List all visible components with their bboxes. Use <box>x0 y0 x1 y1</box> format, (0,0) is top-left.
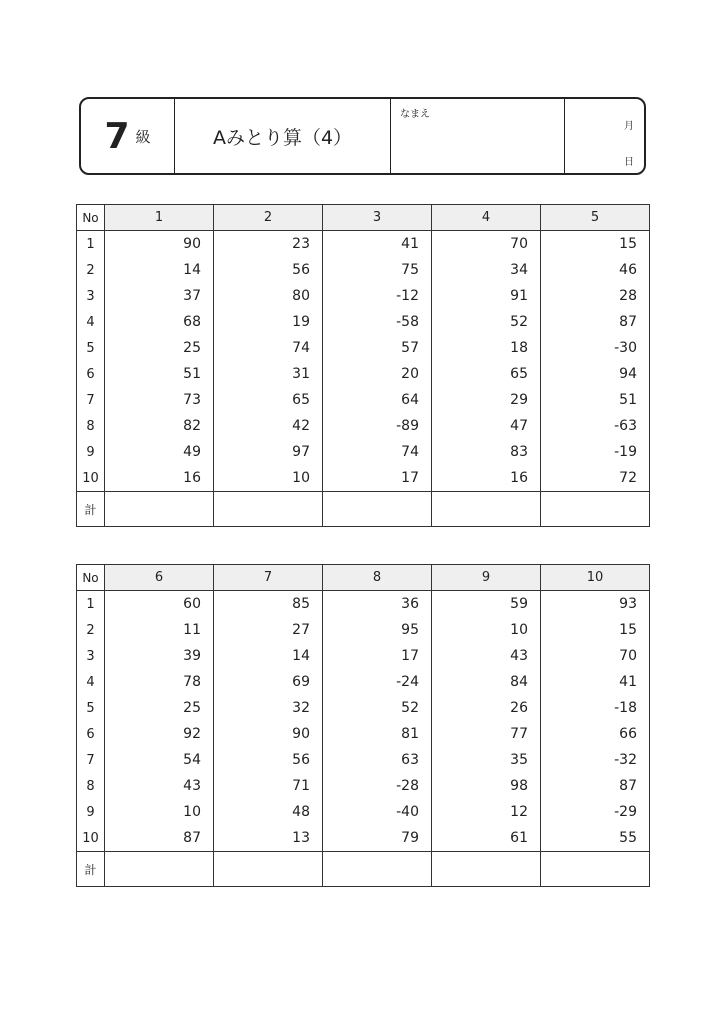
worksheet-header <box>79 97 646 175</box>
grade-suffix: 級 <box>135 127 151 146</box>
table-row <box>77 335 650 361</box>
value-cell: 48 <box>214 799 323 825</box>
answer-cell[interactable] <box>541 852 650 887</box>
value-cell: 25 <box>105 335 214 361</box>
value-cell: 73 <box>105 387 214 413</box>
answer-cell[interactable] <box>105 492 214 527</box>
answer-cell[interactable] <box>541 492 650 527</box>
value-cell: 35 <box>432 747 541 773</box>
column-header: 3 <box>323 205 432 231</box>
row-number: 4 <box>77 309 105 335</box>
value-cell: 81 <box>323 721 432 747</box>
header-row <box>77 565 650 591</box>
column-header: 10 <box>541 565 650 591</box>
total-row <box>77 492 650 527</box>
value-cell: 34 <box>432 257 541 283</box>
value-cell: 66 <box>541 721 650 747</box>
table-row <box>77 591 650 618</box>
answer-cell[interactable] <box>323 852 432 887</box>
row-number: 7 <box>77 387 105 413</box>
value-cell: 64 <box>323 387 432 413</box>
value-cell: 74 <box>323 439 432 465</box>
table-row <box>77 669 650 695</box>
value-cell: 36 <box>323 591 432 618</box>
no-header: No <box>77 565 105 591</box>
value-cell: 20 <box>323 361 432 387</box>
value-cell: 13 <box>214 825 323 852</box>
row-number: 10 <box>77 825 105 852</box>
answer-cell[interactable] <box>214 492 323 527</box>
table-row <box>77 309 650 335</box>
date-field[interactable] <box>565 99 644 173</box>
value-cell: 17 <box>323 465 432 492</box>
table-row <box>77 747 650 773</box>
value-cell: 57 <box>323 335 432 361</box>
value-cell: 52 <box>323 695 432 721</box>
answer-cell[interactable] <box>323 492 432 527</box>
value-cell: 26 <box>432 695 541 721</box>
problem-table-2 <box>76 564 650 887</box>
table-row <box>77 283 650 309</box>
value-cell: -29 <box>541 799 650 825</box>
value-cell: 79 <box>323 825 432 852</box>
value-cell: 18 <box>432 335 541 361</box>
value-cell: 27 <box>214 617 323 643</box>
value-cell: 95 <box>323 617 432 643</box>
value-cell: 72 <box>541 465 650 492</box>
value-cell: 10 <box>432 617 541 643</box>
row-number: 6 <box>77 721 105 747</box>
row-number: 10 <box>77 465 105 492</box>
column-header: 9 <box>432 565 541 591</box>
value-cell: 87 <box>541 309 650 335</box>
value-cell: 41 <box>541 669 650 695</box>
month-label: 月 <box>624 121 634 132</box>
value-cell: 19 <box>214 309 323 335</box>
value-cell: 60 <box>105 591 214 618</box>
value-cell: 97 <box>214 439 323 465</box>
value-cell: 77 <box>432 721 541 747</box>
value-cell: 82 <box>105 413 214 439</box>
column-header: 6 <box>105 565 214 591</box>
column-header: 8 <box>323 565 432 591</box>
value-cell: 28 <box>541 283 650 309</box>
row-number: 8 <box>77 413 105 439</box>
value-cell: -24 <box>323 669 432 695</box>
value-cell: 15 <box>541 617 650 643</box>
value-cell: 91 <box>432 283 541 309</box>
value-cell: -19 <box>541 439 650 465</box>
value-cell: -63 <box>541 413 650 439</box>
table-row <box>77 799 650 825</box>
answer-cell[interactable] <box>214 852 323 887</box>
value-cell: 25 <box>105 695 214 721</box>
total-label: 計 <box>77 852 105 887</box>
grade-box <box>81 99 175 173</box>
value-cell: 74 <box>214 335 323 361</box>
value-cell: 51 <box>105 361 214 387</box>
value-cell: 61 <box>432 825 541 852</box>
worksheet-title: Aみとり算（4） <box>175 99 391 173</box>
value-cell: 59 <box>432 591 541 618</box>
table-row <box>77 231 650 258</box>
value-cell: -12 <box>323 283 432 309</box>
row-number: 2 <box>77 617 105 643</box>
value-cell: 87 <box>105 825 214 852</box>
table-row <box>77 773 650 799</box>
value-cell: 84 <box>432 669 541 695</box>
value-cell: 69 <box>214 669 323 695</box>
row-number: 3 <box>77 283 105 309</box>
value-cell: 98 <box>432 773 541 799</box>
value-cell: 90 <box>214 721 323 747</box>
value-cell: 70 <box>432 231 541 258</box>
value-cell: 75 <box>323 257 432 283</box>
row-number: 5 <box>77 335 105 361</box>
row-number: 9 <box>77 439 105 465</box>
answer-cell[interactable] <box>105 852 214 887</box>
value-cell: 78 <box>105 669 214 695</box>
value-cell: -32 <box>541 747 650 773</box>
value-cell: 47 <box>432 413 541 439</box>
value-cell: 41 <box>323 231 432 258</box>
grade-number: 7 <box>104 115 130 157</box>
table-row <box>77 721 650 747</box>
column-header: 5 <box>541 205 650 231</box>
value-cell: 52 <box>432 309 541 335</box>
value-cell: -89 <box>323 413 432 439</box>
value-cell: 17 <box>323 643 432 669</box>
column-header: 7 <box>214 565 323 591</box>
value-cell: 42 <box>214 413 323 439</box>
value-cell: 43 <box>432 643 541 669</box>
row-number: 4 <box>77 669 105 695</box>
table-row <box>77 387 650 413</box>
total-label: 計 <box>77 492 105 527</box>
table-row <box>77 361 650 387</box>
table-row <box>77 465 650 492</box>
value-cell: -58 <box>323 309 432 335</box>
total-row <box>77 852 650 887</box>
value-cell: 87 <box>541 773 650 799</box>
value-cell: 10 <box>105 799 214 825</box>
row-number: 9 <box>77 799 105 825</box>
row-number: 1 <box>77 591 105 618</box>
value-cell: 92 <box>105 721 214 747</box>
value-cell: 54 <box>105 747 214 773</box>
no-header: No <box>77 205 105 231</box>
value-cell: 14 <box>105 257 214 283</box>
value-cell: 16 <box>105 465 214 492</box>
column-header: 4 <box>432 205 541 231</box>
value-cell: -28 <box>323 773 432 799</box>
table-row <box>77 643 650 669</box>
table-row <box>77 617 650 643</box>
value-cell: 90 <box>105 231 214 258</box>
value-cell: 83 <box>432 439 541 465</box>
value-cell: 68 <box>105 309 214 335</box>
answer-cell[interactable] <box>432 492 541 527</box>
value-cell: 46 <box>541 257 650 283</box>
value-cell: 43 <box>105 773 214 799</box>
row-number: 8 <box>77 773 105 799</box>
value-cell: 11 <box>105 617 214 643</box>
header-row <box>77 205 650 231</box>
name-field[interactable] <box>391 99 565 173</box>
value-cell: 56 <box>214 747 323 773</box>
value-cell: -40 <box>323 799 432 825</box>
column-header: 1 <box>105 205 214 231</box>
row-number: 1 <box>77 231 105 258</box>
answer-cell[interactable] <box>432 852 541 887</box>
value-cell: 12 <box>432 799 541 825</box>
value-cell: 29 <box>432 387 541 413</box>
table-row <box>77 825 650 852</box>
value-cell: 32 <box>214 695 323 721</box>
row-number: 5 <box>77 695 105 721</box>
value-cell: 94 <box>541 361 650 387</box>
value-cell: -30 <box>541 335 650 361</box>
value-cell: 39 <box>105 643 214 669</box>
value-cell: 65 <box>214 387 323 413</box>
row-number: 3 <box>77 643 105 669</box>
value-cell: 15 <box>541 231 650 258</box>
table-row <box>77 257 650 283</box>
value-cell: 10 <box>214 465 323 492</box>
value-cell: 55 <box>541 825 650 852</box>
row-number: 2 <box>77 257 105 283</box>
table-row <box>77 413 650 439</box>
name-label: なまえ <box>400 109 430 120</box>
value-cell: 65 <box>432 361 541 387</box>
row-number: 6 <box>77 361 105 387</box>
value-cell: 71 <box>214 773 323 799</box>
value-cell: 16 <box>432 465 541 492</box>
value-cell: 56 <box>214 257 323 283</box>
value-cell: 37 <box>105 283 214 309</box>
value-cell: 51 <box>541 387 650 413</box>
value-cell: 23 <box>214 231 323 258</box>
value-cell: 85 <box>214 591 323 618</box>
value-cell: 63 <box>323 747 432 773</box>
value-cell: 14 <box>214 643 323 669</box>
value-cell: 80 <box>214 283 323 309</box>
problem-table-1 <box>76 204 650 527</box>
value-cell: 70 <box>541 643 650 669</box>
value-cell: -18 <box>541 695 650 721</box>
value-cell: 93 <box>541 591 650 618</box>
value-cell: 31 <box>214 361 323 387</box>
column-header: 2 <box>214 205 323 231</box>
value-cell: 49 <box>105 439 214 465</box>
day-label: 日 <box>624 157 634 168</box>
table-row <box>77 695 650 721</box>
table-row <box>77 439 650 465</box>
row-number: 7 <box>77 747 105 773</box>
